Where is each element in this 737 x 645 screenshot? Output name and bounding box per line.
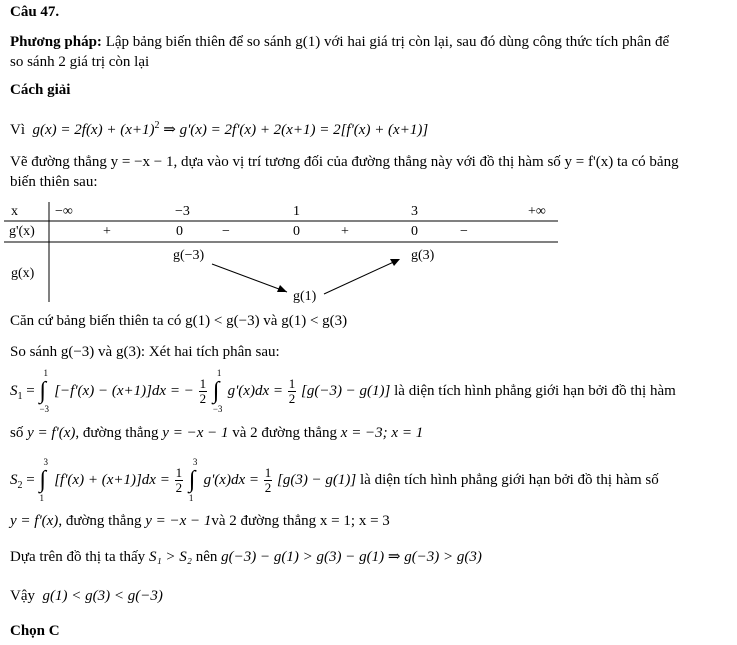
question-heading: Câu 47. — [10, 4, 60, 20]
s2-integral-2: 3 ∫ 1 — [188, 456, 198, 503]
final-result: Vậy g(1) < g(3) < g(−3) — [10, 588, 163, 604]
s1-gt-s2: S₁ > S₂ — [148, 549, 192, 565]
s2-line: y = −x − 1 — [145, 513, 212, 529]
s2-integral-1: 3 ∫ 1 — [39, 456, 48, 503]
s2-name: S — [10, 472, 18, 488]
s2-equation: $S_2$ = 3 ∫ 1 [f'(x) + (x+1)]dx = $\frac{1}{2}$ 3 ∫ 1 g'(x)dx = $\frac{1}{2}$ [g(3) − g(1)] là diện tích hình phẳng giới hạn bởi đồ thị hàm số — [10, 456, 659, 503]
table-x-pos-inf: +∞ — [528, 204, 546, 219]
s1-line: y = −x − 1 — [162, 425, 229, 441]
s2-half: $\frac{1}{2}$ — [175, 465, 183, 496]
method-text-2: so sánh 2 giá trị còn lại — [10, 54, 150, 70]
table-gp-zero-3: 0 — [411, 224, 418, 239]
table-gp-zero-1: 0 — [176, 224, 183, 239]
table-g-value-3: g(3) — [411, 248, 435, 263]
method-text-1: Lập bảng biến thiên để so sánh g(1) với hai giá trị còn lại, sau đó dùng công thức tích phân để — [105, 34, 670, 50]
final-inequality: g(1) < g(3) < g(−3) — [42, 588, 163, 604]
s2-line-2: y = f'(x), đường thẳng y = −x − 1và 2 đường thẳng x = 1; x = 3 — [10, 513, 390, 529]
table-gp-sign-3: + — [341, 224, 349, 239]
s1-bounds: x = −3; x = 1 — [340, 425, 424, 441]
table-g-value-neg3: g(−3) — [173, 248, 205, 263]
s1-half-2: $\frac{1}{2}$ — [288, 376, 296, 407]
s1-integral-1: 1 ∫ −3 — [39, 367, 50, 414]
s1-sub: 1 — [17, 391, 23, 402]
s1-name: S — [10, 383, 18, 399]
compare-intro: So sánh g(−3) và g(3): Xét hai tích phân sau: — [10, 344, 280, 360]
s1-integrand-2: g'(x)dx = — [227, 383, 283, 399]
s2-integrand: [f'(x) + (x+1)]dx = — [54, 472, 170, 488]
arrow-down-line — [212, 264, 287, 292]
table-g-label: g(x) — [11, 266, 35, 281]
table-x-neg-inf: −∞ — [55, 204, 73, 219]
draw-line-1: Vẽ đường thẳng y = −x − 1, dựa vào vị trí tương đối của đường thẳng này với đồ thị hàm số y = f'(x) ta có bảng — [10, 154, 679, 170]
s2-result: [g(3) − g(1)] — [276, 472, 357, 488]
s2-integrand-2: g'(x)dx = — [203, 472, 259, 488]
s1-half: $\frac{1}{2}$ — [199, 376, 207, 407]
s2-half-2: $\frac{1}{2}$ — [264, 465, 272, 496]
s1-integrand: [−f'(x) − (x+1)]dx = − — [54, 383, 194, 399]
vi-word: Vì — [10, 122, 25, 138]
arrow-down-head — [277, 285, 287, 292]
table-gp-label: g'(x) — [9, 224, 35, 239]
s2-description: là diện tích hình phẳng giới hạn bởi đồ thị hàm số — [360, 472, 659, 488]
graph-conclusion: Dựa trên đồ thị ta thấy S₁ > S₂ nên g(−3) − g(1) > g(3) − g(1) ⇒ g(−3) > g(3) — [10, 549, 482, 565]
s1-line-2: số y = f'(x), đường thẳng y = −x − 1 và 2 đường thẳng x = −3; x = 1 — [10, 425, 424, 441]
eq-exponent: 2 — [154, 120, 160, 131]
table-x-3: 3 — [411, 204, 418, 219]
arrow-up-line — [324, 260, 398, 294]
s2-fn: y = f'(x) — [10, 513, 59, 529]
method-label: Phương pháp: — [10, 34, 102, 50]
eq-arrow: ⇒ — [163, 122, 176, 138]
table-gp-sign-1: + — [103, 224, 111, 239]
eq-rhs: g'(x) = 2f'(x) + 2(x+1) = 2[f'(x) + (x+1)] — [179, 122, 429, 138]
table-x-label: x — [11, 204, 18, 219]
s1-result: [g(−3) − g(1)] — [300, 383, 391, 399]
table-x-1: 1 — [293, 204, 300, 219]
s2-sub: 2 — [17, 480, 23, 491]
table-g-value-1: g(1) — [293, 289, 317, 304]
table-gp-sign-4: − — [460, 224, 468, 239]
s1-fn: y = f'(x) — [27, 425, 76, 441]
eq-lhs: g(x) = 2f(x) + (x+1) — [32, 122, 155, 138]
table-x-neg3: −3 — [175, 204, 190, 219]
answer: Chọn C — [10, 623, 60, 639]
s1-integral-2: 1 ∫ −3 — [212, 367, 223, 414]
table-gp-zero-2: 0 — [293, 224, 300, 239]
draw-line-2: biến thiên sau: — [10, 174, 98, 190]
s1-description: là diện tích hình phẳng giới hạn bởi đồ thị hàm — [394, 383, 676, 399]
conclusion-1: Căn cứ bảng biến thiên ta có g(1) < g(−3) và g(1) < g(3) — [10, 313, 348, 329]
graph-conclusion-math: g(−3) − g(1) > g(3) − g(1) ⇒ g(−3) > g(3) — [221, 549, 482, 565]
table-gp-sign-2: − — [222, 224, 230, 239]
solution-label: Cách giải — [10, 82, 71, 98]
s1-equation: $S_1$ = 1 ∫ −3 [−f'(x) − (x+1)]dx = − $\frac{1}{2}$ 1 ∫ −3 g'(x)dx = $\frac{1}{2}$ [g(−3) − g(1)] là diện tích hình phẳng giới hạn bởi đồ thị hàm — [10, 367, 676, 414]
